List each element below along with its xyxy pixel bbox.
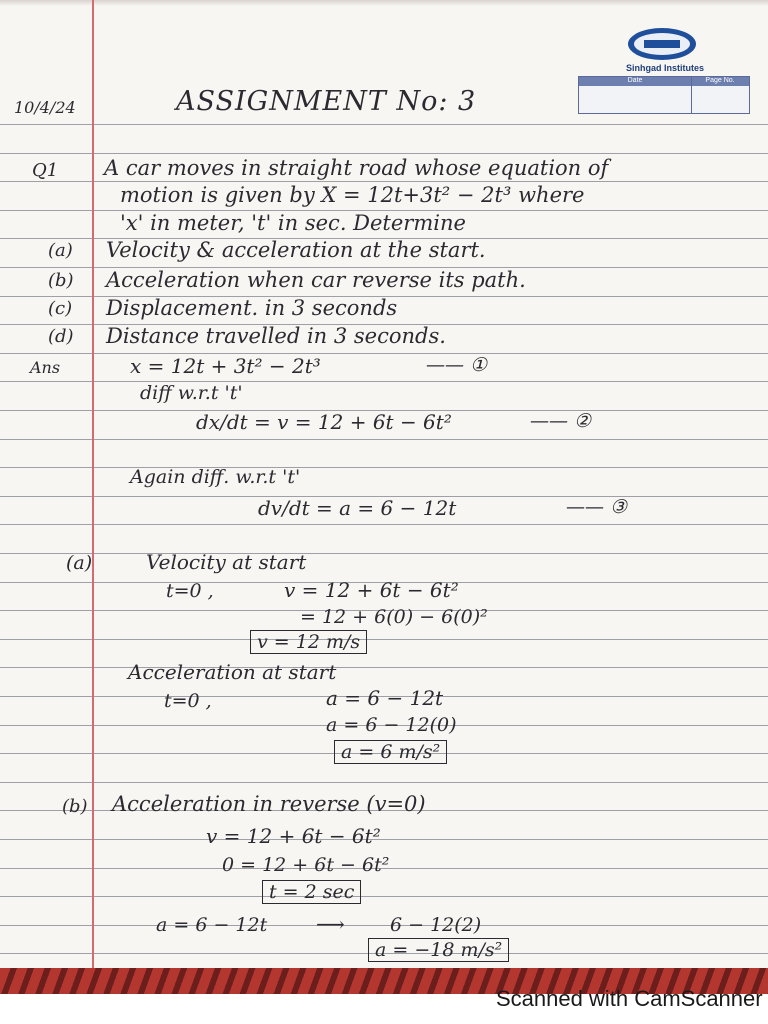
date-label: Date <box>627 77 643 84</box>
work-line: = 12 + 6(0) − 6(0)² <box>300 606 488 628</box>
rule-line <box>0 553 768 554</box>
section-heading: Acceleration in reverse (v=0) <box>112 792 426 816</box>
institute-logo-icon <box>626 26 698 62</box>
institute-name: Sinhgad Institutes <box>625 63 704 73</box>
rule-line <box>0 381 768 382</box>
condition: t=0 , <box>164 690 212 712</box>
part-text: Velocity & acceleration at the start. <box>106 238 486 262</box>
answer-label: Ans <box>30 358 61 377</box>
work-line: a = 6 − 12t <box>156 914 268 936</box>
part-label: (a) <box>48 240 73 261</box>
differentiate-note: Again diff. w.r.t 't' <box>130 466 301 488</box>
section-heading: Acceleration at start <box>128 660 337 684</box>
page-edge <box>0 0 768 6</box>
result-box: v = 12 m/s <box>250 630 367 654</box>
result-box: t = 2 sec <box>262 880 361 904</box>
rule-line <box>0 667 768 668</box>
part-label: (b) <box>48 270 74 291</box>
question-label: Q1 <box>32 160 59 181</box>
rule-line <box>0 439 768 440</box>
work-line: a = 6 − 12(0) <box>326 714 457 736</box>
condition: t=0 , <box>166 580 214 602</box>
work-line: v = 12 + 6t − 6t² <box>206 824 381 848</box>
question-line: 'x' in meter, 't' in sec. Determine <box>120 211 466 235</box>
equation-2: dx/dt = v = 12 + 6t − 6t² <box>196 410 452 434</box>
equation-tag: —— ① <box>426 354 488 376</box>
rule-line <box>0 896 768 897</box>
arrow-icon: ⟶ <box>316 912 345 936</box>
rule-line <box>0 524 768 525</box>
result-box: a = 6 m/s² <box>334 740 447 764</box>
equation-3: dv/dt = a = 6 − 12t <box>258 496 457 520</box>
rule-line <box>0 467 768 468</box>
part-label: (b) <box>62 796 88 817</box>
scanner-watermark: Scanned with CamScanner <box>496 986 763 1011</box>
rule-line <box>0 782 768 783</box>
rule-line <box>0 181 768 182</box>
rule-line <box>0 353 768 354</box>
question-line: motion is given by X = 12t+3t² − 2t³ where <box>120 183 585 207</box>
work-line: v = 12 + 6t − 6t² <box>284 578 459 602</box>
part-label: (c) <box>48 298 73 319</box>
date-written: 10/4/24 <box>14 98 76 117</box>
page-label: Page No. <box>705 77 735 84</box>
equation-tag: —— ② <box>530 410 592 432</box>
equation-1: x = 12t + 3t² − 2t³ <box>130 354 321 378</box>
part-text: Acceleration when car reverse its path. <box>106 268 526 292</box>
rule-line <box>0 124 768 125</box>
date-page-box <box>578 76 750 114</box>
rule-line <box>0 925 768 926</box>
differentiate-note: diff w.r.t 't' <box>140 382 243 404</box>
part-label: (d) <box>48 326 74 347</box>
margin-line <box>92 0 94 994</box>
part-text: Displacement. in 3 seconds <box>106 296 398 320</box>
rule-line <box>0 153 768 154</box>
work-line: 0 = 12 + 6t − 6t² <box>222 854 390 876</box>
question-line: A car moves in straight road whose equation of <box>104 156 609 180</box>
result-box: a = −18 m/s² <box>368 938 509 962</box>
page-title: ASSIGNMENT No: 3 <box>176 86 477 117</box>
work-line: a = 6 − 12t <box>326 686 444 710</box>
part-text: Distance travelled in 3 seconds. <box>106 324 446 348</box>
rule-line <box>0 639 768 640</box>
section-heading: Velocity at start <box>146 550 307 574</box>
work-line: 6 − 12(2) <box>390 914 482 936</box>
equation-tag: —— ③ <box>566 496 628 518</box>
rule-line <box>0 839 768 840</box>
part-label: (a) <box>66 552 93 574</box>
